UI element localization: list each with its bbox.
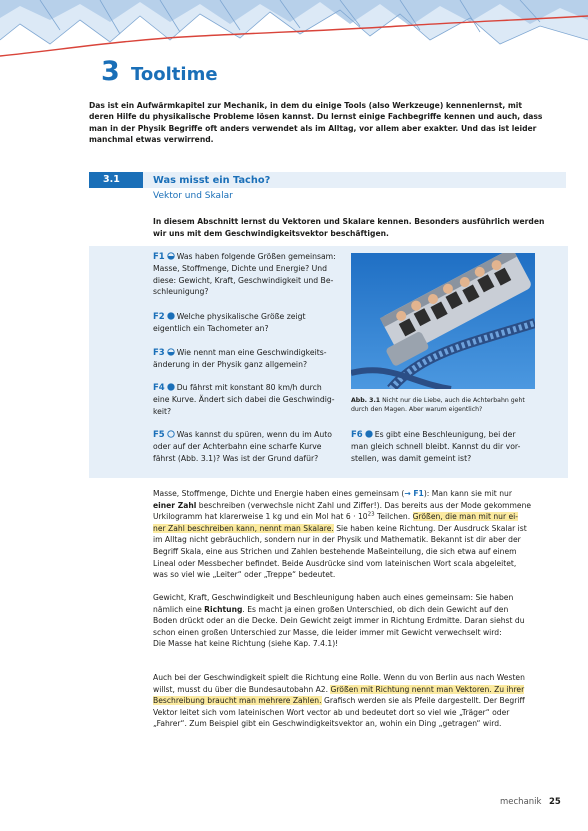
question-f5 [153, 429, 348, 464]
paragraph-text: willst, musst du über die Bundesautobahn A2. [153, 684, 331, 694]
paragraph-text: Auch bei der Geschwindigkeit spielt die Richtung eine Rolle. Wenn du von Berlin aus nach Westen [153, 673, 525, 682]
highlighted-definition: ner Zahl beschreiben kann, nennt man Skalare. [153, 523, 334, 533]
question-text-line: diese: Gewicht, Kraft, Geschwindigkeit und Be- [153, 275, 334, 285]
paragraph-skalare [153, 488, 546, 581]
open-circle-marker-icon [167, 430, 175, 438]
filled-circle-marker-icon [365, 430, 373, 438]
question-text-line: keit? [153, 406, 172, 416]
question-text-line: man gleich schnell bleibt. Kannst du dir vor- [351, 442, 521, 452]
paragraph-richtung [153, 592, 546, 650]
half-circle-marker-icon [167, 252, 175, 260]
filled-circle-marker-icon [167, 312, 175, 320]
question-text-line: schleunigung? [153, 287, 209, 297]
paragraph-text: „Fahrer“. Zum Beispiel gibt ein Geschwindigkeitsvektor an, wohin ein Ding „getragen“ wird. [153, 719, 502, 729]
question-reference-link[interactable]: → F1 [404, 489, 424, 498]
rollercoaster-photo [351, 253, 535, 389]
chapter-number: 3 [101, 56, 120, 87]
question-number: F5 [153, 430, 165, 440]
paragraph-text: . Es macht ja einen großen Unterschied, ob dich dein Gewicht auf den [242, 604, 509, 614]
chapter-title: Tooltime [131, 64, 218, 85]
question-f1 [153, 251, 348, 298]
figure-label: Abb. 3.1 [351, 397, 381, 404]
exponent: 23 [367, 511, 375, 518]
paragraph-text: Teilchen. [374, 512, 413, 522]
question-text-line: Wie nennt man eine Geschwindigkeits- [176, 348, 327, 357]
question-number: F2 [153, 312, 165, 322]
section-intro: In diesem Abschnitt lernst du Vektoren und Skalare kennen. Besonders ausführlich werden wir uns mit dem Geschwindigkeitsvektor beschäftigen. [153, 217, 545, 238]
question-f2 [153, 311, 348, 335]
question-number: F4 [153, 383, 165, 393]
question-text-line: fährst (Abb. 3.1)? Was ist der Grund dafür? [153, 453, 319, 463]
section-number: 3.1 [103, 174, 120, 185]
question-text-line: Welche physikalische Größe zeigt [176, 312, 306, 321]
page-number: 25 [549, 797, 561, 807]
paragraph-text: schon einen großen Unterschied zur Masse, die leider immer mit Gewicht verwechselt wird: [153, 627, 502, 637]
paragraph-text: Begriff Skala, eine aus Strichen und Zahlen bestehende Maßeinteilung, die sich etwa auf einem [153, 546, 517, 556]
bold-term: Richtung [204, 604, 243, 614]
paragraph-text: Lineal oder Messbecher befindet. Beide Ausdrücke sind vom lateinischen Wort scala abgeleitet, [153, 558, 517, 568]
question-f4 [153, 382, 348, 417]
footer-chapter-label: mechanik [500, 797, 542, 807]
question-number: F1 [153, 252, 165, 262]
paragraph-vektoren [153, 672, 546, 730]
paragraph-text: Boden drückt oder an die Decke. Dein Gewicht zeigt immer in Richtung Erdmitte. Daran siehst du [153, 616, 525, 626]
paragraph-text: Die Masse hat keine Richtung (siehe Kap. 7.4.1)! [153, 639, 339, 649]
question-text-line: oder auf der Achterbahn eine scharfe Kurve [153, 442, 322, 452]
paragraph-text: Gewicht, Kraft, Geschwindigkeit und Beschleunigung haben auch eines gemeinsam: Sie haben [153, 593, 514, 602]
question-text-line: eigentlich ein Tachometer an? [153, 324, 269, 334]
chapter-banner [0, 0, 588, 66]
paragraph-text: Masse, Stoffmenge, Dichte und Energie haben eines gemeinsam ( [153, 489, 405, 498]
highlighted-definition: Größen, die man mit nur ei- [412, 512, 519, 522]
question-text-line: eine Kurve. Ändert sich dabei die Geschwindig- [153, 395, 335, 405]
paragraph-text: Sie haben keine Richtung. Der Ausdruck Skalar ist [333, 523, 527, 533]
question-text-line: änderung in der Physik ganz allgemein? [153, 360, 308, 370]
bold-term: einer Zahl [153, 500, 197, 510]
chapter-intro: Das ist ein Aufwärmkapitel zur Mechanik, in dem du einige Tools (also Werkzeuge) kennenlernst, mit deren Hilfe du physikalische Probleme lösen kannst. Du lernst einige Fachbegriffe kennen und auch, dass man in der Physik Begriffe oft anders verwendet als im Alltag, vor allem aber exakter. Und das ist leider manchmal etwas verwirrend. [89, 101, 543, 144]
section-subtitle: Vektor und Skalar [153, 191, 233, 201]
question-text-line: Es gibt eine Beschleunigung, bei der [374, 430, 516, 439]
question-f6 [351, 429, 546, 464]
keyword-mechanik: Mechanik [223, 101, 265, 110]
paragraph-text: im Alltag nicht gebräuchlich, sondern nur in der Physik und Mathematik. Bekannt ist dir aber der [153, 535, 521, 545]
question-f3 [153, 347, 348, 371]
figure-caption: Abb. 3.1 Nicht nur die Liebe, auch die Achterbahn geht durch den Magen. Aber warum eigentlich? [351, 397, 525, 414]
question-text-line: Was kannst du spüren, wenn du im Auto [176, 430, 332, 439]
paragraph-text: beschreiben (verwechsle nicht Zahl und Ziffer!). Das bereits aus der Mode gekommene [196, 500, 532, 510]
question-text-line: stellen, was damit gemeint ist? [351, 453, 472, 463]
question-text-line: Masse, Stoffmenge, Dichte und Energie? Und [153, 264, 327, 274]
question-number: F3 [153, 348, 165, 358]
paragraph-text: ): Man kann sie mit nur [423, 489, 512, 498]
question-number: F6 [351, 430, 363, 440]
question-text-line: Was haben folgende Größen gemeinsam: [176, 252, 336, 261]
paragraph-text: Vektor leitet sich vom lateinischen Wort vector ab und bedeutet dort so viel wie „Träger“ oder [153, 707, 510, 717]
half-circle-marker-icon [167, 348, 175, 356]
filled-circle-marker-icon [167, 383, 175, 391]
question-text-line: Du fährst mit konstant 80 km/h durch [176, 383, 322, 392]
highlighted-definition: Größen mit Richtung nennt man Vektoren. Zu ihrer [330, 684, 525, 694]
paragraph-text: Urkilogramm hat klarerweise 1 kg und ein Mol hat 6 · 10 [153, 512, 368, 522]
paragraph-text: nämlich eine [153, 604, 205, 614]
section-title: Was misst ein Tacho? [153, 175, 271, 186]
paragraph-text: Grafisch werden sie als Pfeile dargestellt. Der Begriff [321, 696, 525, 706]
highlighted-definition: Beschreibung braucht man mehrere Zahlen. [153, 696, 322, 706]
paragraph-text: was so viel wie „Leiter“ oder „Treppe“ bedeutet. [153, 570, 336, 580]
